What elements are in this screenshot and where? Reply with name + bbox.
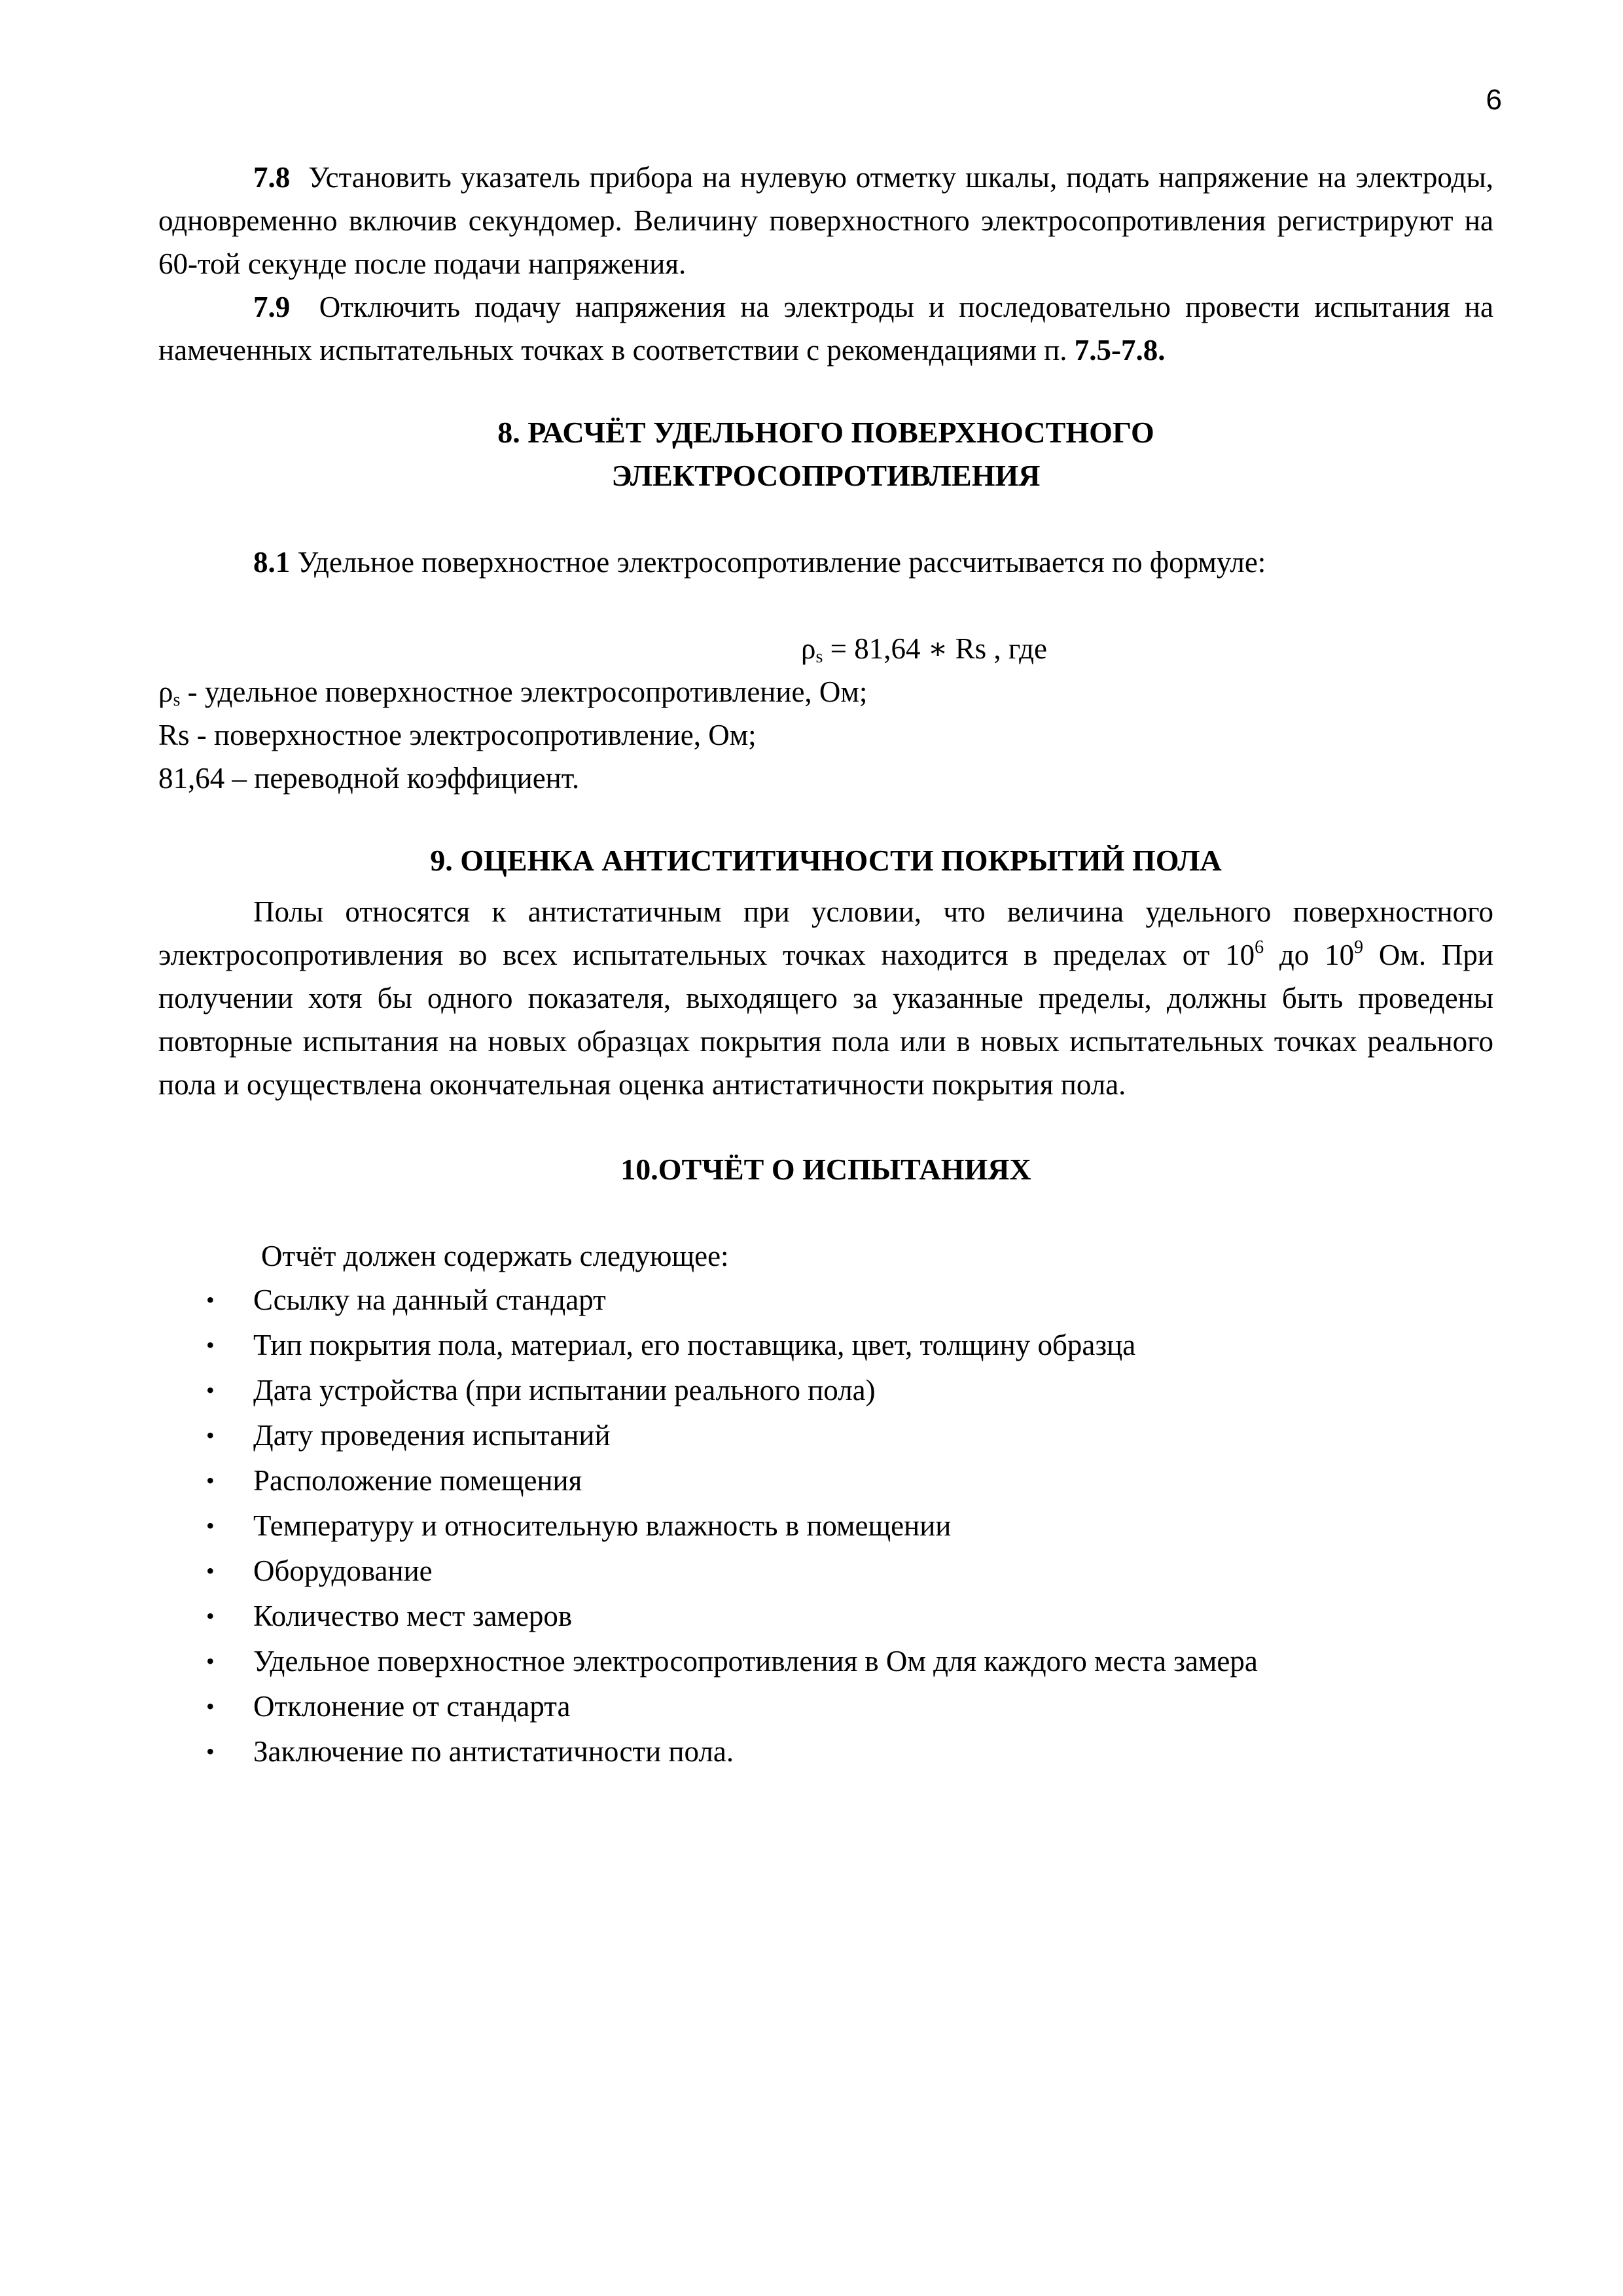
list-item-text: Удельное поверхностное электросопротивления в Ом для каждого места замера: [253, 1645, 1258, 1677]
list-item: [158, 1413, 1493, 1458]
paragraph-9: [158, 890, 1493, 1106]
bullet-icon: •: [206, 1558, 215, 1584]
paragraph-text: Отключить подачу напряжения на электроды и последовательно провести испытания на намеченных испытательных точках в соответствии с рекомендациями п.: [158, 291, 1493, 367]
list-item-text: Тип покрытия пола, материал, его поставщика, цвет, толщину образца: [253, 1329, 1136, 1361]
bullet-icon: •: [206, 1738, 215, 1765]
section-10-heading: 10.ОТЧЁТ О ИСПЫТАНИЯХ: [620, 1153, 1031, 1186]
definition-rho: [158, 670, 1493, 713]
list-item-text: Отклонение от стандарта: [253, 1690, 571, 1723]
bullet-icon: •: [206, 1377, 215, 1403]
list-item: [158, 1278, 1493, 1323]
section-9-heading: 9. ОЦЕНКА АНТИСТИТИЧНОСТИ ПОКРЫТИЙ ПОЛА: [430, 844, 1222, 877]
section-heading-line: 8. РАСЧЁТ УДЕЛЬНОГО ПОВЕРХНОСТНОГО: [497, 416, 1154, 449]
paragraph-text: до 10: [1264, 939, 1355, 971]
list-item: [158, 1729, 1493, 1774]
list-item-text: Расположение помещения: [253, 1464, 582, 1497]
list-item-text: Температуру и относительную влажность в помещении: [253, 1509, 952, 1542]
list-item: [158, 1549, 1493, 1594]
definition-rs: Rs - поверхностное электросопротивление, Ом;: [158, 719, 757, 751]
page-content: [158, 156, 1493, 1774]
section-8-heading: [158, 411, 1493, 497]
definition-subscript: s: [173, 690, 181, 710]
list-item-text: Дата устройства (при испытании реального пола): [253, 1374, 876, 1407]
bullet-icon: •: [206, 1693, 215, 1719]
paragraph-7-8: [158, 156, 1493, 285]
list-item: [158, 1684, 1493, 1729]
paragraph-8-1: [158, 541, 1493, 584]
paragraph-text: Удельное поверхностное электросопротивление рассчитывается по формуле:: [297, 546, 1266, 579]
list-item: [158, 1639, 1493, 1684]
bullet-icon: •: [206, 1648, 215, 1674]
report-intro: Отчёт должен содержать следующее:: [261, 1240, 729, 1272]
paragraph-text: Полы относятся к антистатичным при условии, что величина удельного поверхностного электросопротивления во всех испытательных точках находится в пределах от 10: [158, 895, 1493, 971]
list-item-text: Ссылку на данный стандарт: [253, 1283, 606, 1316]
bullet-icon: •: [206, 1287, 215, 1313]
bullet-icon: •: [206, 1422, 215, 1448]
report-items-list: [158, 1278, 1493, 1774]
list-item-text: Заключение по антистатичности пола.: [253, 1735, 734, 1768]
bullet-icon: •: [206, 1467, 215, 1494]
paragraph-7-9: [158, 285, 1493, 372]
bullet-icon: •: [206, 1603, 215, 1629]
clause-number: 7.8: [253, 161, 291, 194]
list-item-text: Дату проведения испытаний: [253, 1419, 611, 1452]
list-item: [158, 1368, 1493, 1413]
clause-number: 8.1: [253, 546, 291, 579]
list-item: [158, 1594, 1493, 1639]
clause-number: 7.9: [253, 291, 291, 323]
bullet-icon: •: [206, 1513, 215, 1539]
exponent: 6: [1255, 937, 1264, 958]
definition-text: - удельное поверхностное электросопротивление, Ом;: [180, 675, 868, 708]
page-number: 6: [1486, 84, 1502, 116]
paragraph-text: Ом. При получении хотя бы одного показателя, выходящего за указанные пределы, должны быть проведены повторные испытания на новых образцах покрытия пола или в новых испытательных точках реального пола и осуществлена окончательная оценка антистатичности покрытия пола.: [158, 939, 1493, 1101]
list-item: [158, 1458, 1493, 1503]
list-item: [158, 1323, 1493, 1368]
definition-coefficient: 81,64 – переводной коэффициент.: [158, 762, 580, 795]
formula-rho: ρ: [801, 632, 816, 665]
formula: [355, 627, 1493, 670]
clause-reference: 7.5-7.8.: [1074, 334, 1166, 367]
bullet-icon: •: [206, 1332, 215, 1358]
list-item: [158, 1503, 1493, 1549]
formula-subscript: s: [815, 647, 823, 667]
paragraph-text: Установить указатель прибора на нулевую отметку шкалы, подать напряжение на электроды, одновременно включив секундомер. Величину поверхностного электросопротивления регистрируют на 60-той секунде после подачи напряжения.: [158, 161, 1493, 280]
exponent: 9: [1354, 937, 1364, 958]
section-heading-line: ЭЛЕКТРОСОПРОТИВЛЕНИЯ: [611, 459, 1041, 492]
formula-rhs: = 81,64 ∗ Rs , где: [823, 632, 1047, 665]
definition-symbol: ρ: [158, 675, 173, 708]
list-item-text: Количество мест замеров: [253, 1600, 573, 1632]
list-item-text: Оборудование: [253, 1554, 433, 1587]
